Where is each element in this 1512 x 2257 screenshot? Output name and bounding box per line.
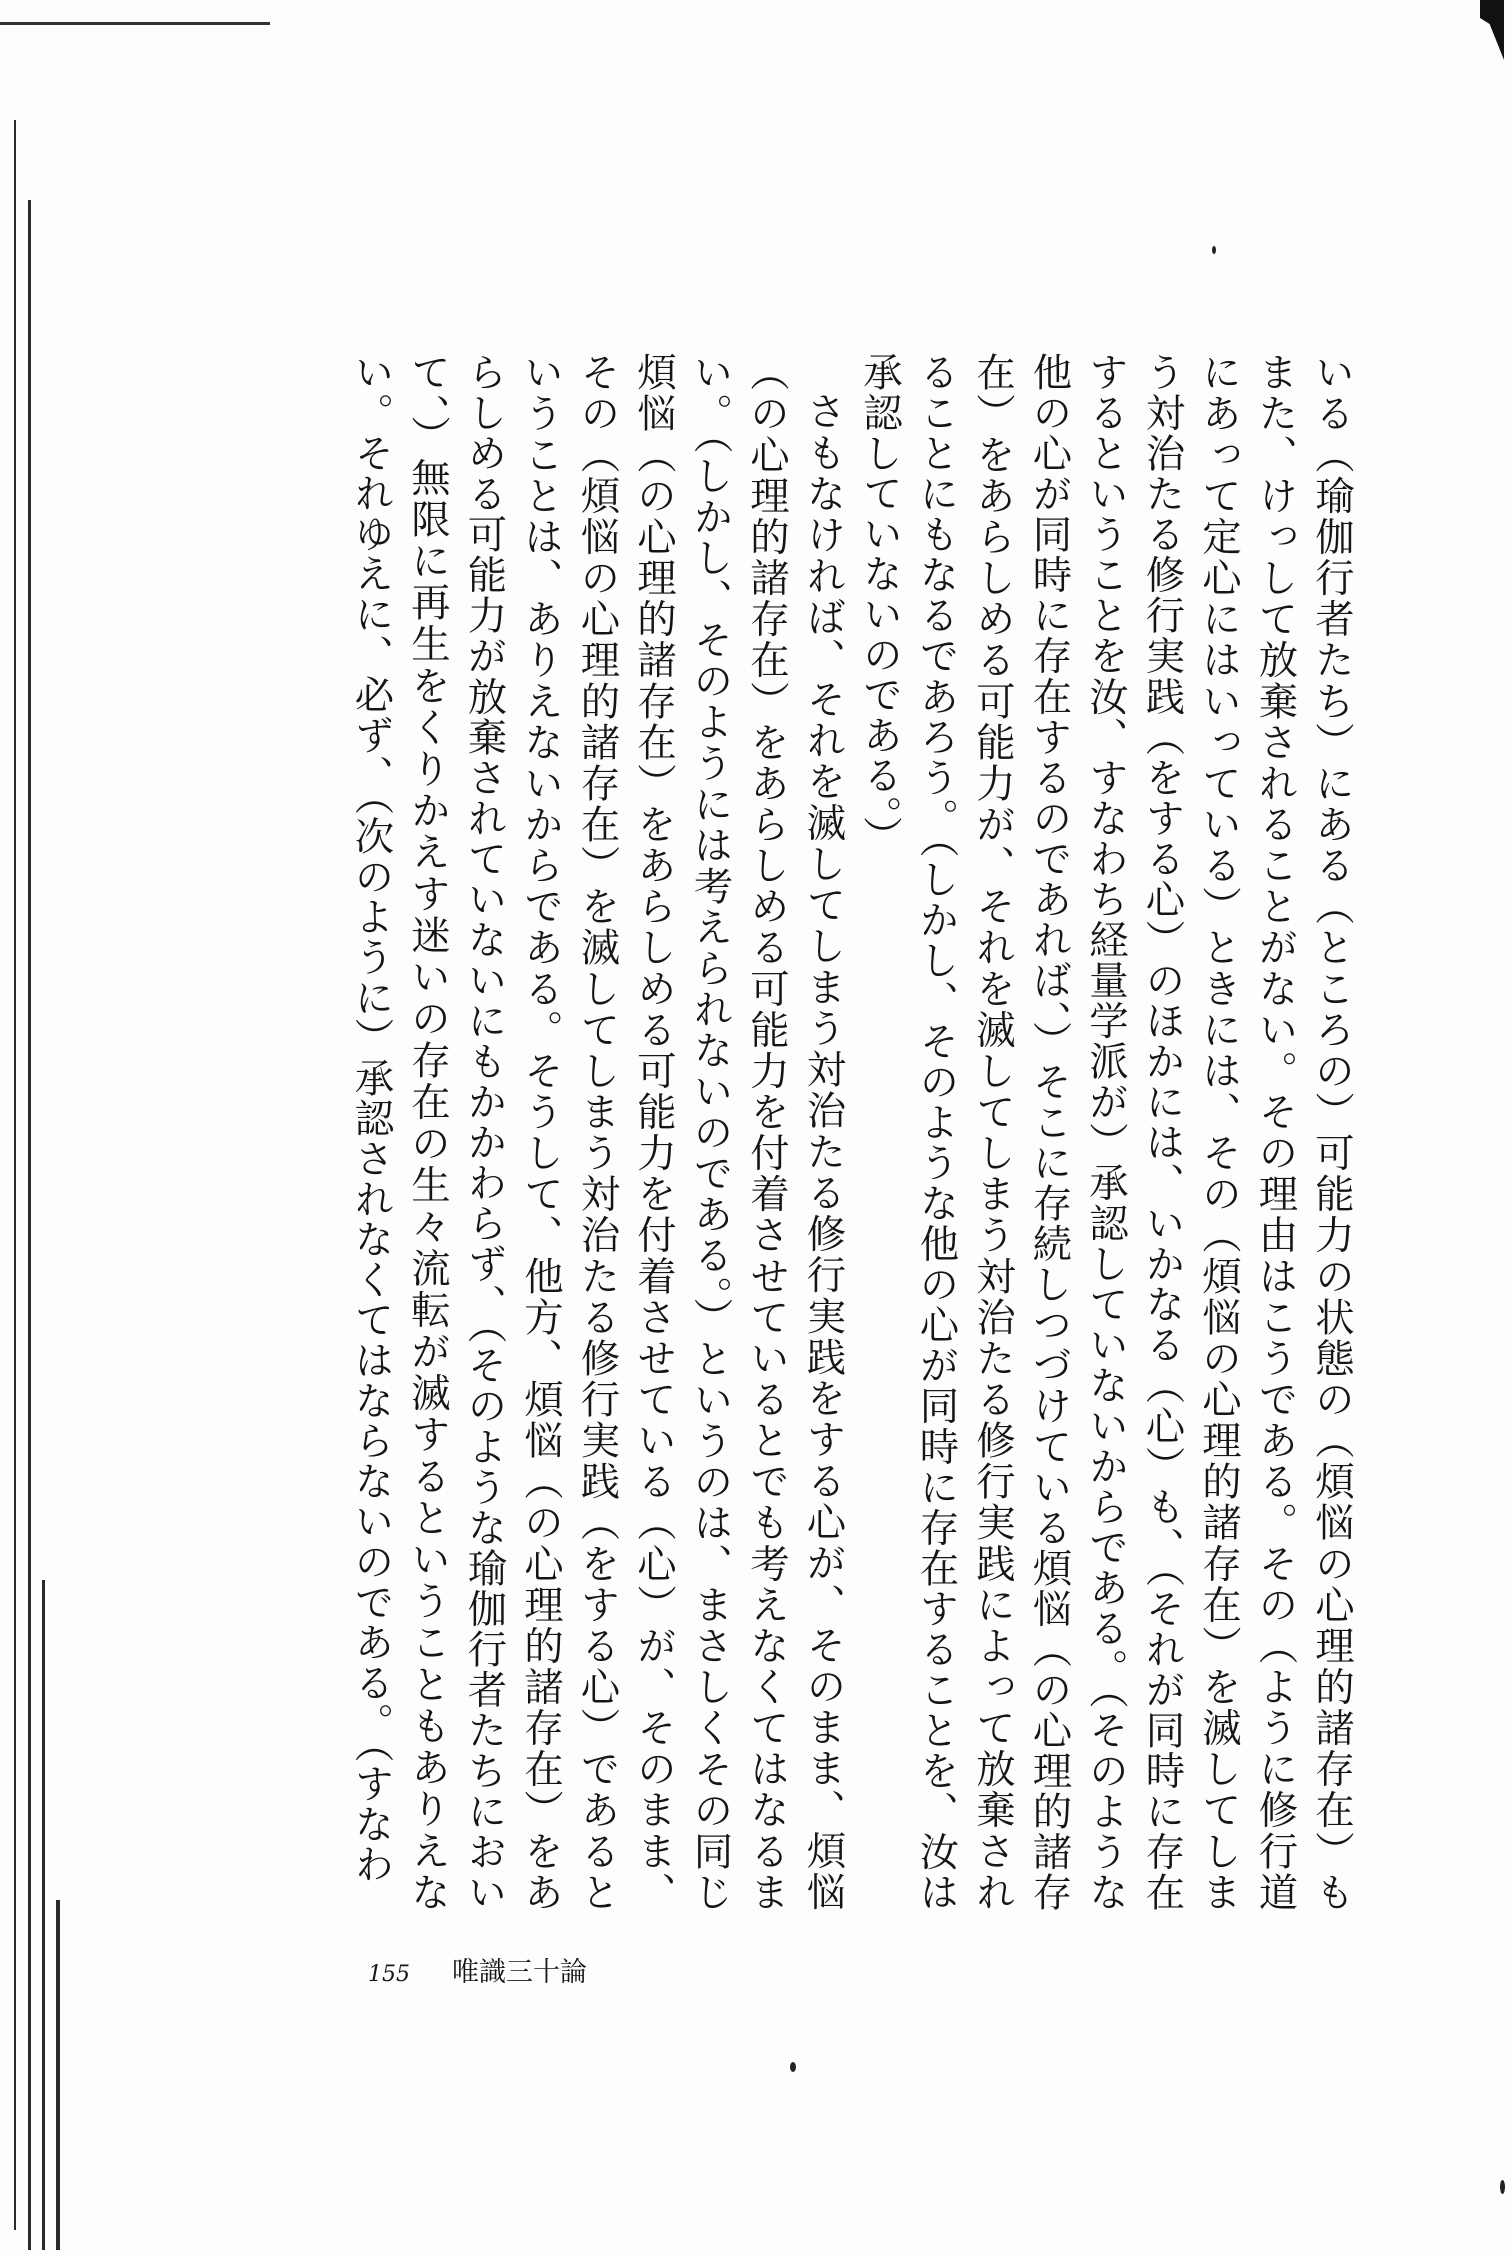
scan-top-rule <box>0 22 270 25</box>
scan-speck <box>790 2062 796 2072</box>
scan-speck <box>1212 246 1216 254</box>
body-text <box>270 352 1360 1912</box>
scan-edge-line <box>56 1900 60 2250</box>
running-title: 唯識三十論 <box>452 1957 587 1988</box>
scan-speck <box>1500 2180 1505 2194</box>
scan-edge-line <box>14 120 16 2230</box>
paragraph: いる（瑜伽行者たち）にある（ところの）可能力の状態の（煩悩の心理的諸存在）もまた、けっして放棄されることがない。その理由はこうである。その（ように修行道にあって定心にはいっている）ときには、その（煩悩の心理的諸存在）を滅してしまう対治たる修行実践（をする心）のほかには、いかなる（心）も、（それが同時に存在するということを汝、すなわち経量学派が）承認していないからである。（そのような他の心が同時に存在するのであれば、）そこに存続しつづけている煩悩（の心理的諸存在）をあらしめる可能力が、それを滅してしまう対治たる修行実践によって放棄されることにもなるであろう。（しかし、そのような他の心が同時に存在することを、汝は承認していないのである。） <box>857 352 1355 1912</box>
page-footer <box>368 1950 587 1990</box>
page-number: 155 <box>368 1962 410 1987</box>
scan-edge-line <box>42 1580 45 2250</box>
scan-edge-line <box>28 200 31 2250</box>
paragraph: さもなければ、それを滅してしまう対治たる修行実践をする心が、そのまま、煩悩（の心理的諸存在）をあらしめる可能力を付着させているとでも考えなくてはなるまい。（しかし、そのようには考えられないのである。）というのは、まさしくその同じ煩悩（の心理的諸存在）をあらしめる可能力を付着させている（心）が、そのまま、その（煩悩の心理的諸存在）を滅してしまう対治たる修行実践（をする心）であるということは、ありえないからである。そうして、他方、煩悩（の心理的諸存在）をあらしめる可能力が放棄されていないにもかかわらず、（そのような瑜伽行者たちにおいて、）無限に再生をくりかえす迷いの存在の生々流転が滅するということもありえない。それゆえに、必ず、（次のように）承認されなくてはならないのである。（すなわ <box>348 352 847 1912</box>
scan-corner-mark <box>1480 0 1504 60</box>
